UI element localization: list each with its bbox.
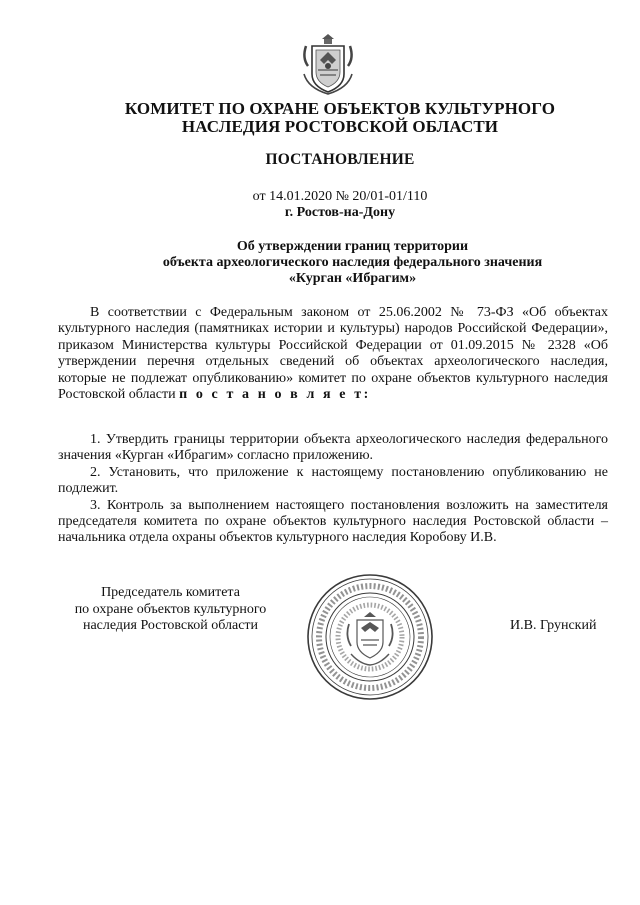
- resolution-items: [58, 432, 608, 547]
- resolves-word: п о с т а н о в л я е т:: [179, 387, 371, 403]
- organization-title: [60, 100, 620, 136]
- document-subject: [60, 239, 640, 287]
- preamble-paragraph: [58, 305, 608, 403]
- document-date-number: от 14.01.2020 № 20/01-01/110: [252, 189, 428, 204]
- subject-line-2: объекта археологического наследия федерального значения: [162, 255, 543, 270]
- official-seal-icon: [305, 572, 435, 702]
- signer-position-line-1: Председатель комитета: [101, 585, 240, 600]
- subject-line-3: «Курган «Ибрагим»: [288, 271, 417, 286]
- document-place: г. Ростов-на-Дону: [284, 205, 396, 220]
- preamble-text: В соответствии с Федеральным законом от 25.06.2002 № 73-ФЗ «Об объектах культурного наследия (памятниках истории и культуры) народов Российской Федерации», приказом Министерства культуры Российской Федерации от 01.09.2015 № 2328 «Об утверждении перечня отдельных сведений об объектах археологического наследия, которые не подлежат опубликованию» комитет по охране объектов культурного наследия Ростовской области: [58, 305, 608, 403]
- subject-line-1: Об утверждении границ территории: [236, 239, 469, 254]
- signer-name: И.В. Грунский: [510, 618, 597, 633]
- signer-position: [58, 585, 283, 635]
- resolution-item-3: 3. Контроль за выполнением настоящего постановления возложить на заместителя председателя комитета по охране объектов культурного наследия Ростовской области – начальника отдела охраны объектов культурного наследия Коробову И.В.: [58, 497, 608, 546]
- coat-of-arms-icon: [298, 30, 358, 96]
- signer-position-line-3: наследия Ростовской области: [82, 618, 259, 633]
- org-title-line-2: НАСЛЕДИЯ РОСТОВСКОЙ ОБЛАСТИ: [181, 117, 499, 136]
- org-title-line-1: КОМИТЕТ ПО ОХРАНЕ ОБЪЕКТОВ КУЛЬТУРНОГО: [124, 99, 556, 118]
- document-type: ПОСТАНОВЛЕНИЕ: [265, 151, 415, 168]
- resolution-item-1: 1. Утвердить границы территории объекта археологического наследия федерального значения «Курган «Ибрагим» согласно приложению.: [58, 432, 608, 464]
- signer-position-line-2: по охране объектов культурного: [74, 601, 267, 617]
- resolution-item-2: 2. Установить, что приложение к настоящему постановлению опубликованию не подлежит.: [58, 464, 608, 497]
